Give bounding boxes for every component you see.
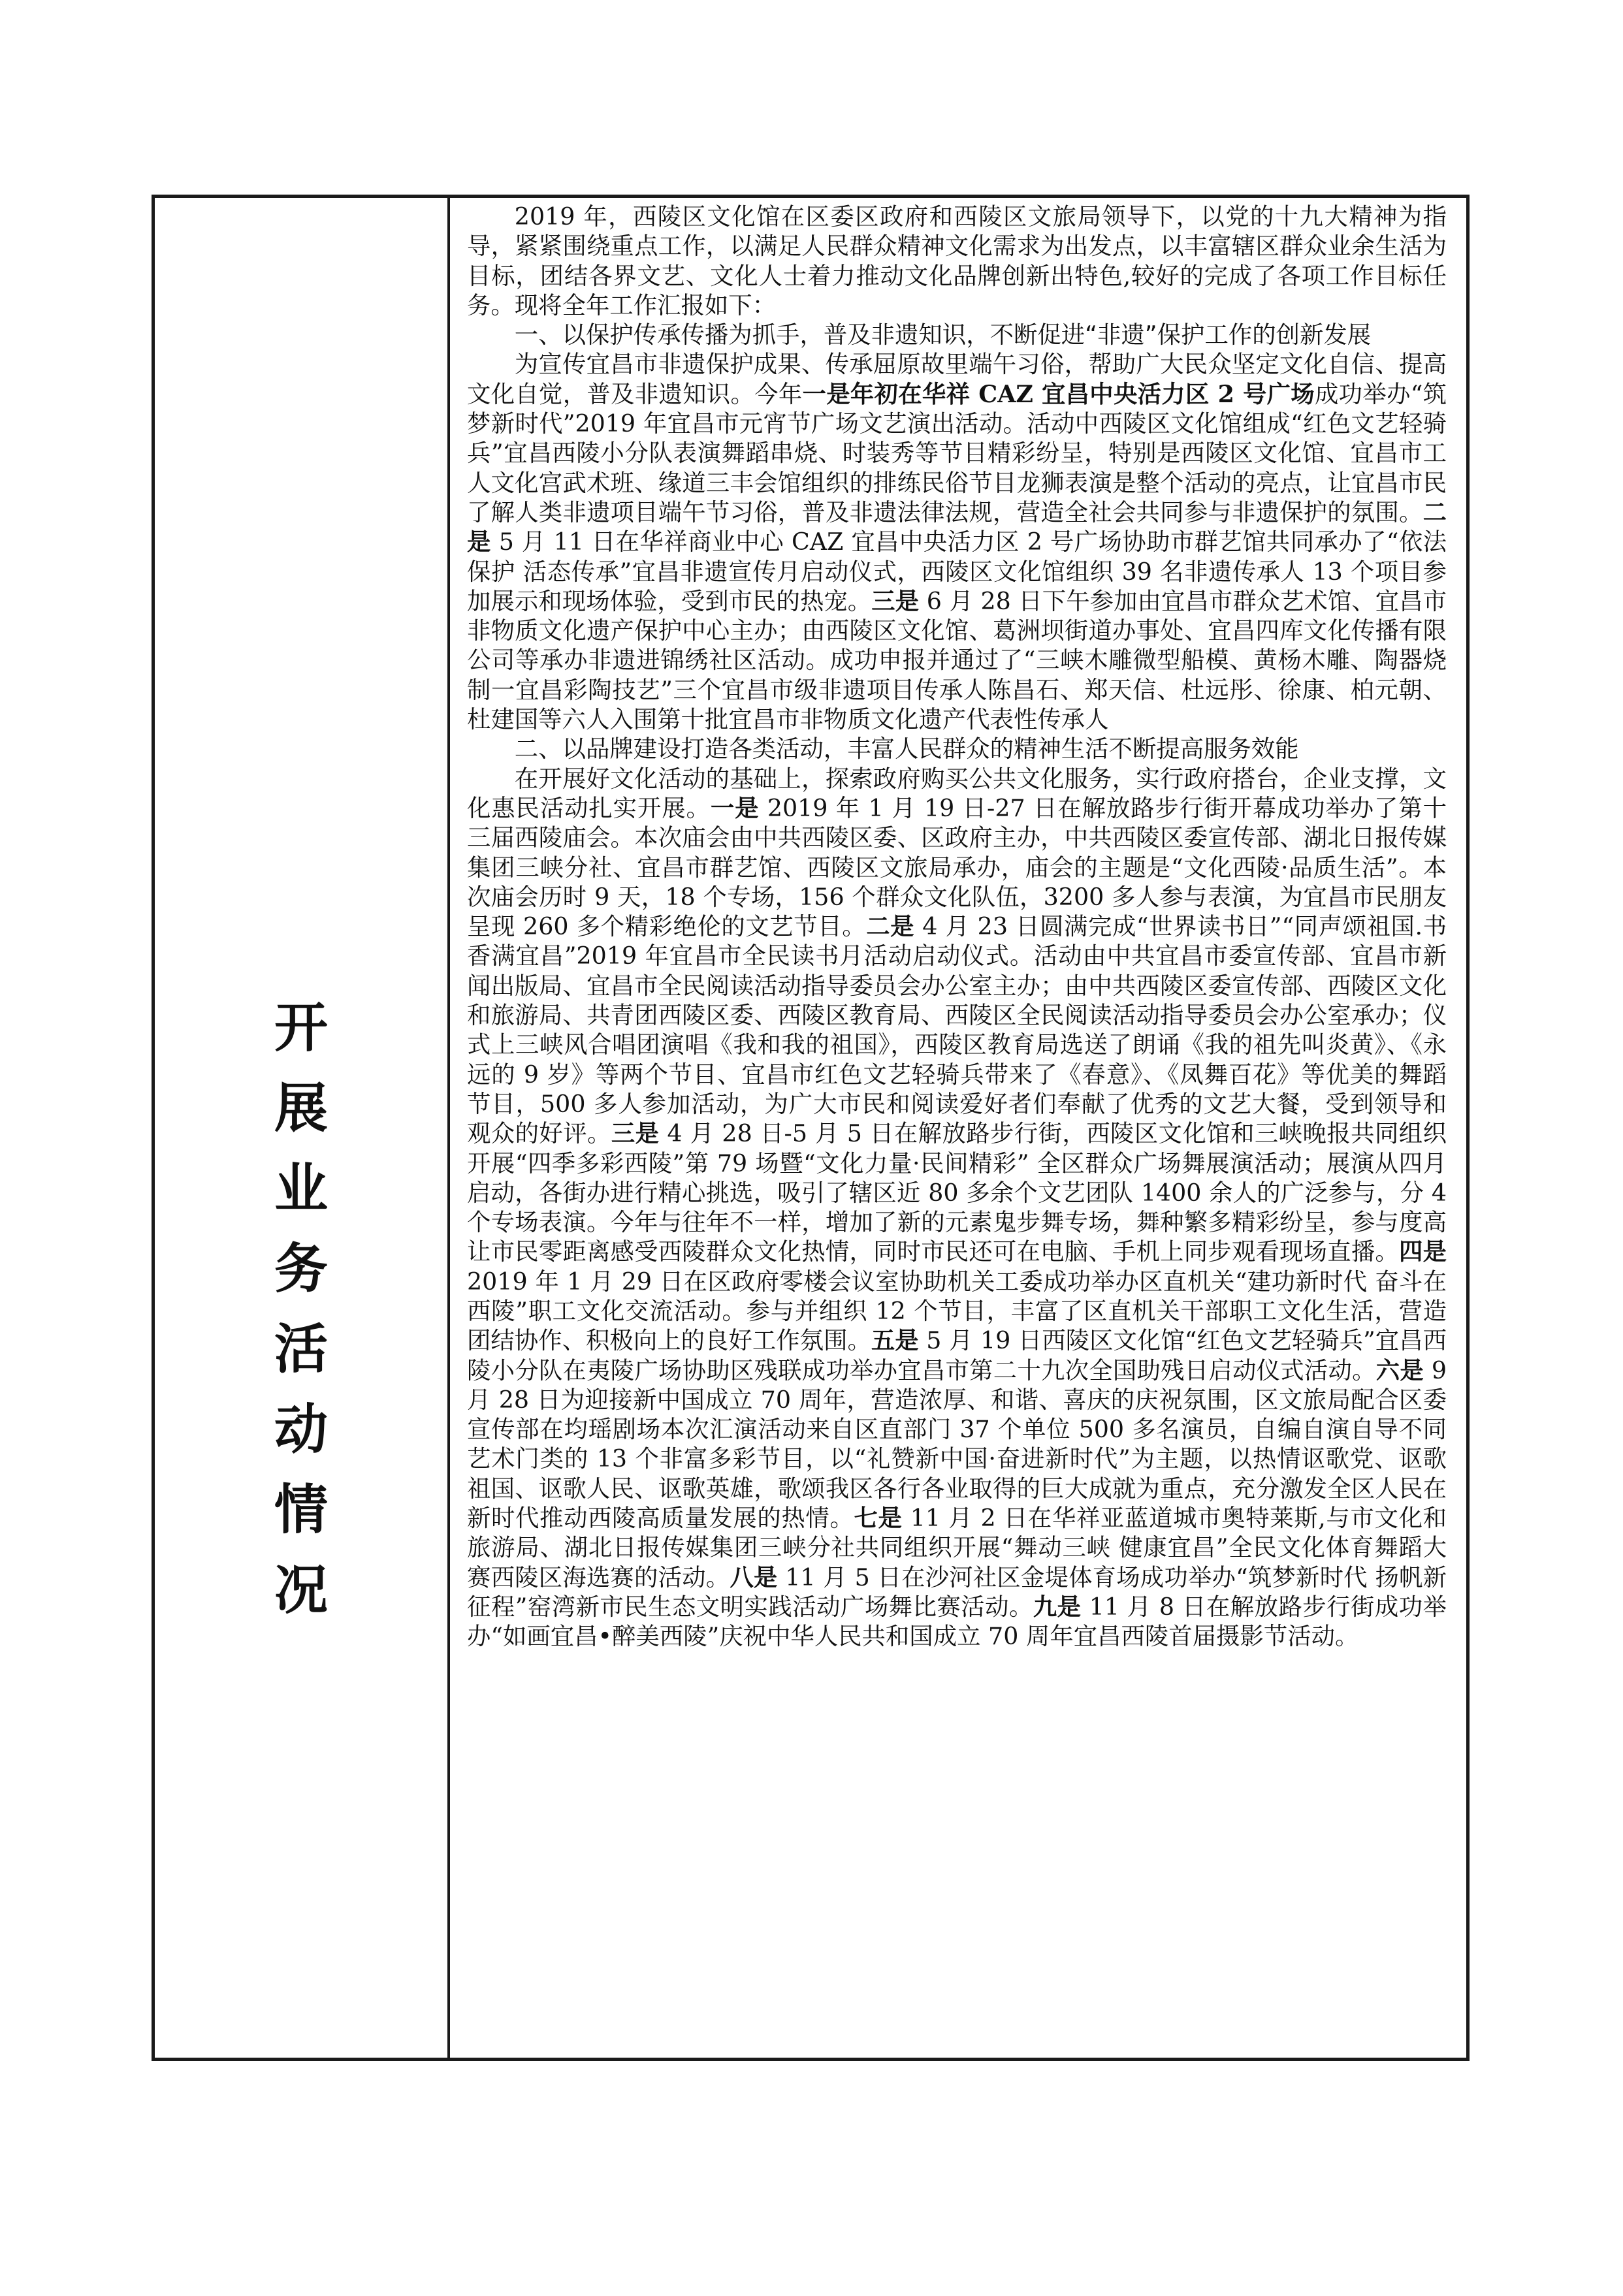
text-run: 11 月 2 日在华祥亚蓝道城市奥特莱斯,与市文化和旅游局、湖北日报传媒集团三峡分社共同组织开展“舞动三峡 健康宜昌”全民文化体育舞蹈大赛西陵区海选赛的活动。 [467, 1504, 1447, 1591]
emphasis-run: 四是 [1399, 1237, 1447, 1266]
emphasis-run: 二是 [866, 912, 915, 941]
label-char: 活 [274, 1318, 328, 1380]
text-run: 2019 年 1 月 19 日-27 日在解放路步行街开幕成功举办了第十三届西陵庙会。本次庙会由中共西陵区委、区政府主办，中共西陵区委宣传部、湖北日报传媒集团三峡分社、宜昌市群艺馆、西陵区文旅局承办，庙会的主题是“文化西陵·品质生活”。本次庙会历时 9 天，18 个专场，156 个群众文化队伍，3200 多人参与表演，为宜昌市民朋友呈现 260 多个精彩绝伦的文艺节目。 [467, 793, 1447, 941]
emphasis-run: 九是 [1033, 1592, 1082, 1621]
text-run: 在开展好文化活动的基础上，探索政府购买公共文化服务，实行政府搭台，企业支撑，文化惠民活动扎实开展。 [467, 764, 1447, 822]
text-run: 5 月 11 日在华祥商业中心 CAZ 宜昌中央活力区 2 号广场协助市群艺馆共同承办了“依法保护 活态传承”宜昌非遗宣传月启动仪式，西陵区文化馆组织 39 名非遗传承人 13 个项目参加展示和现场体验，受到市民的热宠。 [467, 528, 1447, 615]
text-run: 9 月 28 日为迎接新中国成立 70 周年，营造浓厚、和谐、喜庆的庆祝氛围，区文旅局配合区委宣传部在均瑶剧场本次汇演活动来自区直部门 37 个单位 500 多名演员，自编自演自导不同艺术门类的 13 个非富多彩节目，以“礼赞新中国·奋进新时代”为主题，以热情讴歌党、讴歌祖国、讴歌人民、讴歌英雄，歌颂我区各行各业取得的巨大成就为重点，充分激发全区人民在新时代推动西陵高质量发展的热情。 [467, 1356, 1447, 1533]
emphasis-run: 六是 [1375, 1356, 1424, 1384]
content-cell [450, 198, 1466, 2058]
report-table [152, 195, 1470, 2061]
label-char: 情 [274, 1479, 328, 1541]
section-2-paragraph [467, 764, 1447, 1651]
text-run: 4 月 28 日-5 月 5 日在解放路步行街，西陵区文化馆和三峡晚报共同组织开展“四季多彩西陵”第 79 场暨“文化力量·民间精彩” 全区群众广场舞展演活动；展演从四月启动，各街办进行精心挑选，吸引了辖区近 80 多余个文艺团队 1400 余人的广泛参与，分 4 个专场表演。今年与往年不一样，增加了新的元素鬼步舞专场，舞种繁多精彩纷呈，参与度高让市民零距离感受西陵群众文化热情，同时市民还可在电脑、手机上同步观看现场直播。 [467, 1119, 1447, 1266]
section-1-paragraph [467, 349, 1447, 734]
section-label [155, 988, 447, 1631]
emphasis-run: 八是 [730, 1563, 778, 1591]
text-run: 11 月 5 日在沙河社区金堤体育场成功举办“筑梦新时代 扬帆新征程”窑湾新市民生态文明实践活动广场舞比赛活动。 [467, 1563, 1447, 1621]
emphasis-run: 五是 [871, 1326, 919, 1355]
text-run: 6 月 28 日下午参加由宜昌市群众艺术馆、宜昌市非物质文化遗产保护中心主办；由西陵区文化馆、葛洲坝街道办事处、宜昌四库文化传播有限公司等承办非遗进锦绣社区活动。成功申报并通过了“三峡木雕微型船模、黄杨木雕、陶器烧制一宜昌彩陶技艺”三个宜昌市级非遗项目传承人陈昌石、郑天信、杜远彤、徐康、柏元朝、杜建国等六人入围第十批宜昌市非物质文化遗产代表性传承人 [467, 586, 1447, 734]
intro-paragraph: 2019 年，西陵区文化馆在区委区政府和西陵区文旅局领导下，以党的十九大精神为指导，紧紧围绕重点工作，以满足人民群众精神文化需求为出发点，以丰富辖区群众业余生活为目标，团结各界文艺、文化人士着力推动文化品牌创新出特色,较好的完成了各项工作目标任务。现将全年工作汇报如下： [467, 202, 1447, 319]
text-run: 5 月 19 日西陵区文化馆“红色文艺轻骑兵”宜昌西陵小分队在夷陵广场协助区残联成功举办宜昌市第二十九次全国助残日启动仪式活动。 [467, 1326, 1447, 1384]
label-char: 展 [274, 1077, 328, 1140]
label-char: 务 [274, 1238, 328, 1300]
text-run: 2019 年 1 月 29 日在区政府零楼会议室协助机关工委成功举办区直机关“建功新时代 奋斗在西陵”职工文化交流活动。参与并组织 12 个节目，丰富了区直机关干部职工文化生活，营造团结协作、积极向上的良好工作氛围。 [467, 1267, 1447, 1355]
emphasis-run: 一是年初在华祥 CAZ 宜昌中央活力区 2 号广场 [802, 379, 1315, 408]
label-char: 开 [274, 997, 328, 1059]
label-char: 业 [274, 1158, 328, 1220]
text-run: 为宣传宜昌市非遗保护成果、传承屈原故里端午习俗，帮助广大民众坚定文化自信、提高文化自觉，普及非遗知识。今年 [467, 350, 1447, 408]
text-run: 成功举办“筑梦新时代”2019 年宜昌市元宵节广场文艺演出活动。活动中西陵区文化馆组成“红色文艺轻骑兵”宜昌西陵小分队表演舞蹈串烧、时装秀等节目精彩纷呈，特别是西陵区文化馆、宜昌市工人文化宫武术班、缘道三丰会馆组织的排练民俗节目龙狮表演是整个活动的亮点，让宜昌市民了解人类非遗项目端午节习俗，普及非遗法律法规，营造全社会共同参与非遗保护的氛围。 [467, 379, 1447, 526]
section-1-heading: 一、以保护传承传播为抓手，普及非遗知识，不断促进“非遗”保护工作的创新发展 [514, 321, 1372, 349]
emphasis-run: 七是 [854, 1504, 903, 1533]
emphasis-run: 一是 [710, 793, 760, 822]
emphasis-run: 二是 [467, 498, 1447, 556]
emphasis-run: 三是 [871, 586, 920, 615]
label-cell [155, 198, 450, 2058]
section-2-heading: 二、以品牌建设打造各类活动，丰富人民群众的精神生活不断提高服务效能 [514, 735, 1299, 763]
label-char: 动 [274, 1399, 328, 1461]
emphasis-run: 三是 [611, 1119, 660, 1148]
text-run: 11 月 8 日在解放路步行街成功举办“如画宜昌•醉美西陵”庆祝中华人民共和国成立 70 周年宜昌西陵首届摄影节活动。 [467, 1592, 1447, 1651]
text-run: 4 月 23 日圆满完成“世界读书日”“同声颂祖国.书香满宜昌”2019 年宜昌市全民读书月活动启动仪式。活动由中共宜昌市委宣传部、宜昌市新闻出版局、宜昌市全民阅读活动指导委员会办公室主办；由中共西陵区委宣传部、西陵区文化和旅游局、共青团西陵区委、西陵区教育局、西陵区全民阅读活动指导委员会办公室承办；仪式上三峡风合唱团演唱《我和我的祖国》，西陵区教育局选送了朗诵《我的祖先叫炎黄》、《永远的 9 岁》等两个节目、宜昌市红色文艺轻骑兵带来了《春意》、《凤舞百花》等优美的舞蹈节目，500 多人参加活动，为广大市民和阅读爱好者们奉献了优秀的文艺大餐，受到领导和观众的好评。 [467, 912, 1447, 1148]
label-char: 况 [274, 1559, 328, 1621]
